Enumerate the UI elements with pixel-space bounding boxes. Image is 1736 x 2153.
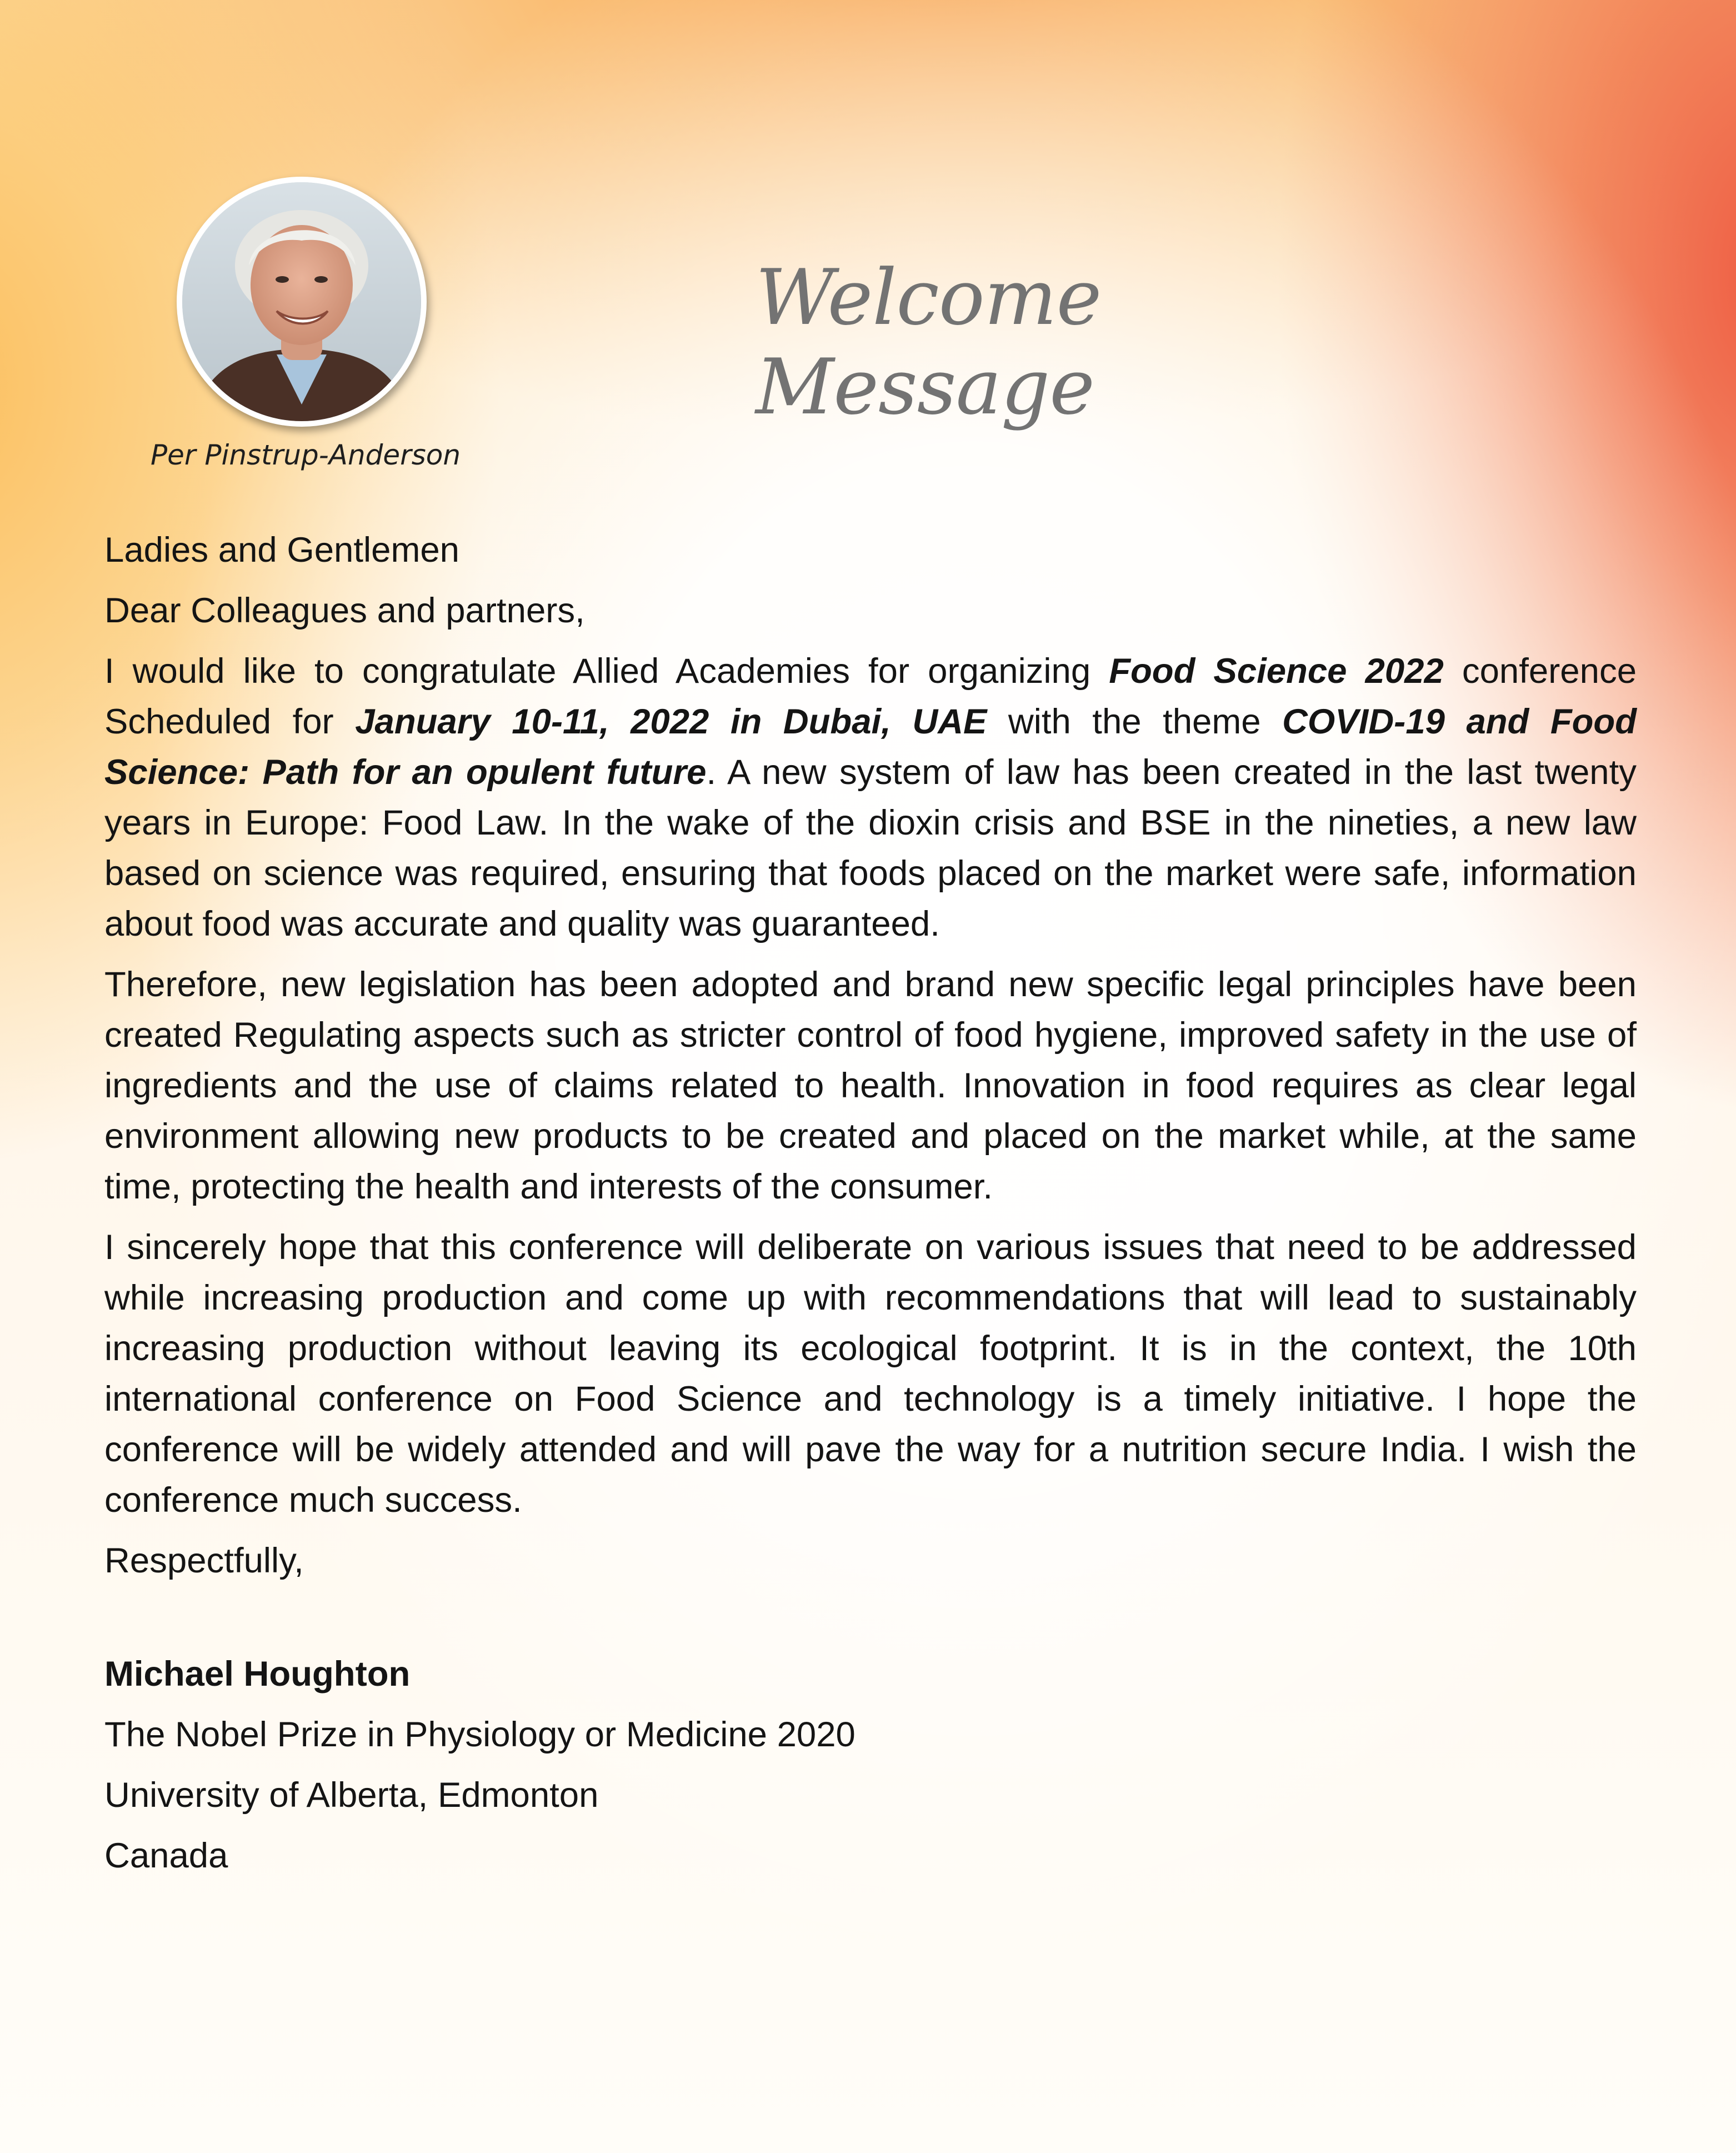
paragraph-2: Therefore, new legislation has been adopted and brand new specific legal principles have been created Regulating aspects such as stricter control of food hygiene, improved safety in the use of ingredients and the use of claims related to health. Innovation in food requires as clear legal environment allowing new products to be created and placed on the market while, at the same time, protecting the health and interests of the consumer. (104, 965, 1637, 1206)
signatory-institution: University of Alberta, Edmonton (104, 1776, 599, 1815)
paragraph-1 (104, 646, 1637, 950)
salutation-line-1: Ladies and Gentlemen (104, 531, 459, 570)
event-date-place: January 10-11, 2022 in Dubai, UAE (355, 702, 987, 741)
paragraph-1-text-a: I would like to congratulate Allied Academies for organizing (104, 652, 1109, 691)
speaker-photo (177, 177, 427, 427)
signatory-title: The Nobel Prize in Physiology or Medicine 2020 (104, 1715, 856, 1754)
paragraph-3: I sincerely hope that this conference will deliberate on various issues that need to be addressed while increasing production and come up with recommendations that will lead to sustainably increasing production without leaving its ecological footprint. It is in the context, the 10th international conference on Food Science and technology is a timely initiative. I hope the conference will be widely attended and will pave the way for a nutrition secure India. I wish the conference much success. (104, 1228, 1637, 1520)
closing: Respectfully, (104, 1541, 304, 1580)
paragraph-1-text-b: conference Scheduled for (104, 652, 1637, 741)
signature-spacer (104, 1596, 1637, 1649)
page-title: Welcome Message (756, 253, 1102, 432)
event-theme: COVID-19 and Food Science: Path for an opulent future (104, 702, 1637, 792)
salutation-line-2: Dear Colleagues and partners, (104, 591, 585, 630)
signatory-country: Canada (104, 1836, 228, 1875)
speaker-caption: Per Pinstrup-Anderson (150, 439, 461, 471)
event-name: Food Science 2022 (1109, 652, 1444, 691)
signatory-name: Michael Houghton (104, 1655, 411, 1694)
paragraph-1-text-d: . A new system of law has been created in the last twenty years in Europe: Food Law. In the wake of the dioxin crisis and BSE in the nineties, a new law based on science was required, ensuring that foods placed on the market were safe, information about food was accurate and quality was guaranteed. (104, 753, 1637, 943)
letter-body (104, 525, 1637, 1891)
paragraph-1-text-c: with the theme (987, 702, 1283, 741)
